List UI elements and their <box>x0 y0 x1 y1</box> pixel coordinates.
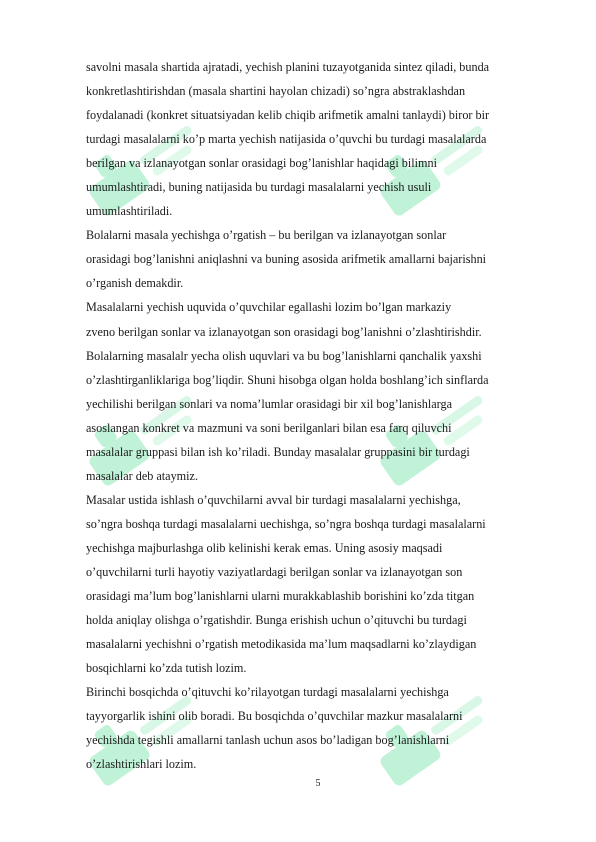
text-line: zveno berilgan sonlar va izlanayotgan son orasidagi bog’lanishni o’zlashtirishdir. <box>86 324 482 339</box>
text-line: yechilishi berilgan sonlari va noma’lumlar orasidagi bir xil bog’lanishlarga <box>86 396 452 411</box>
text-line: bosqichlarni ko’zda tutish lozim. <box>86 661 247 676</box>
text-line: orasidagi bog’lanishni aniqlashni va buning asosida arifmetik amallarni bajarishni <box>86 252 487 267</box>
text-line: Bolalarni masala yechishga o’rgatish – bu berilgan va izlanayotgan sonlar <box>86 228 447 243</box>
text-line: holda aniqlay olishga o’rgatishdir. Bunga erishish uchun o’qituvchi bu turdagi <box>86 613 467 628</box>
text-line: o’zlashtirganliklariga bog’liqdir. Shuni hisobga olgan holda boshlang’ich sinflarda <box>86 372 489 387</box>
text-line: foydalanadi (konkret situatsiyadan kelib chiqib arifmetik amalni tanlaydi) biror bir <box>86 108 490 123</box>
text-line: Bolalarning masalalr yecha olish uquvlari va bu bog’lanishlarni qanchalik yaxshi <box>86 348 482 363</box>
text-line: konkretlashtirishdan (masala shartini hayolan chizadi) so’ngra abstraklashdan <box>86 84 466 99</box>
text-line: Birinchi bosqichda o’qituvchi ko’rilayotgan turdagi masalalarni yechishga <box>86 685 449 700</box>
text-line: so’ngra boshqa turdagi masalalarni uechishga, so’ngra boshqa turdagi masalalarni <box>86 516 486 531</box>
text-line: o’rganish demakdir. <box>86 276 184 291</box>
text-line: berilgan va izlanayotgan sonlar orasidagi bog’lanishlar haqidagi bilimni <box>86 156 437 171</box>
text-line: yechishga majburlashga olib kelinishi kerak emas. Uning asosiy maqsadi <box>86 540 443 555</box>
page-number: 5 <box>315 778 321 789</box>
text-line: orasidagi ma’lum bog’lanishlarni ularni murakkablashib borishini ko’zda titgan <box>86 589 475 604</box>
text-line: asoslangan konkret va mazmuni va soni berilganlari bilan esa farq qiluvchi <box>86 420 452 435</box>
text-line: o’quvchilarni turli hayotiy vaziyatlardagi berilgan sonlar va izlanayotgan son <box>86 564 463 579</box>
text-line: masalalar deb ataymiz. <box>86 468 199 483</box>
text-line: umumlashtiriladi. <box>86 204 173 219</box>
text-line: savolni masala shartida ajratadi, yechish planini tuzayotganida sintez qiladi, bunda <box>86 60 490 74</box>
body-text <box>86 55 552 776</box>
text-line: masalalarni yechishni o’rgatish metodikasida ma’lum maqsadlarni ko’zlaydigan <box>86 637 477 652</box>
text-line: o’zlashtirishlari lozim. <box>86 757 197 772</box>
text-line: tayyorgarlik ishini olib boradi. Bu bosqichda o’quvchilar mazkur masalalarni <box>86 709 463 724</box>
text-line: Masalalarni yechish uquvida o’quvchilar egallashi lozim bo’lgan markaziy <box>86 300 452 315</box>
text-line: Masalar ustida ishlash o’quvchilarni avval bir turdagi masalalarni yechishga, <box>86 492 461 507</box>
text-line: yechishda tegishli amallarni tanlash uchun asos bo’ladigan bog’lanishlarni <box>86 733 450 748</box>
text-line: masalalar gruppasi bilan ish ko’riladi. Bunday masalalar gruppasini bir turdagi <box>86 444 470 459</box>
text-line: umumlashtiradi, buning natijasida bu turdagi masalalarni yechish usuli <box>86 180 432 195</box>
text-line: turdagi masalalarni ko’p marta yechish natijasida o’quvchi bu turdagi masalalarda <box>86 132 487 147</box>
